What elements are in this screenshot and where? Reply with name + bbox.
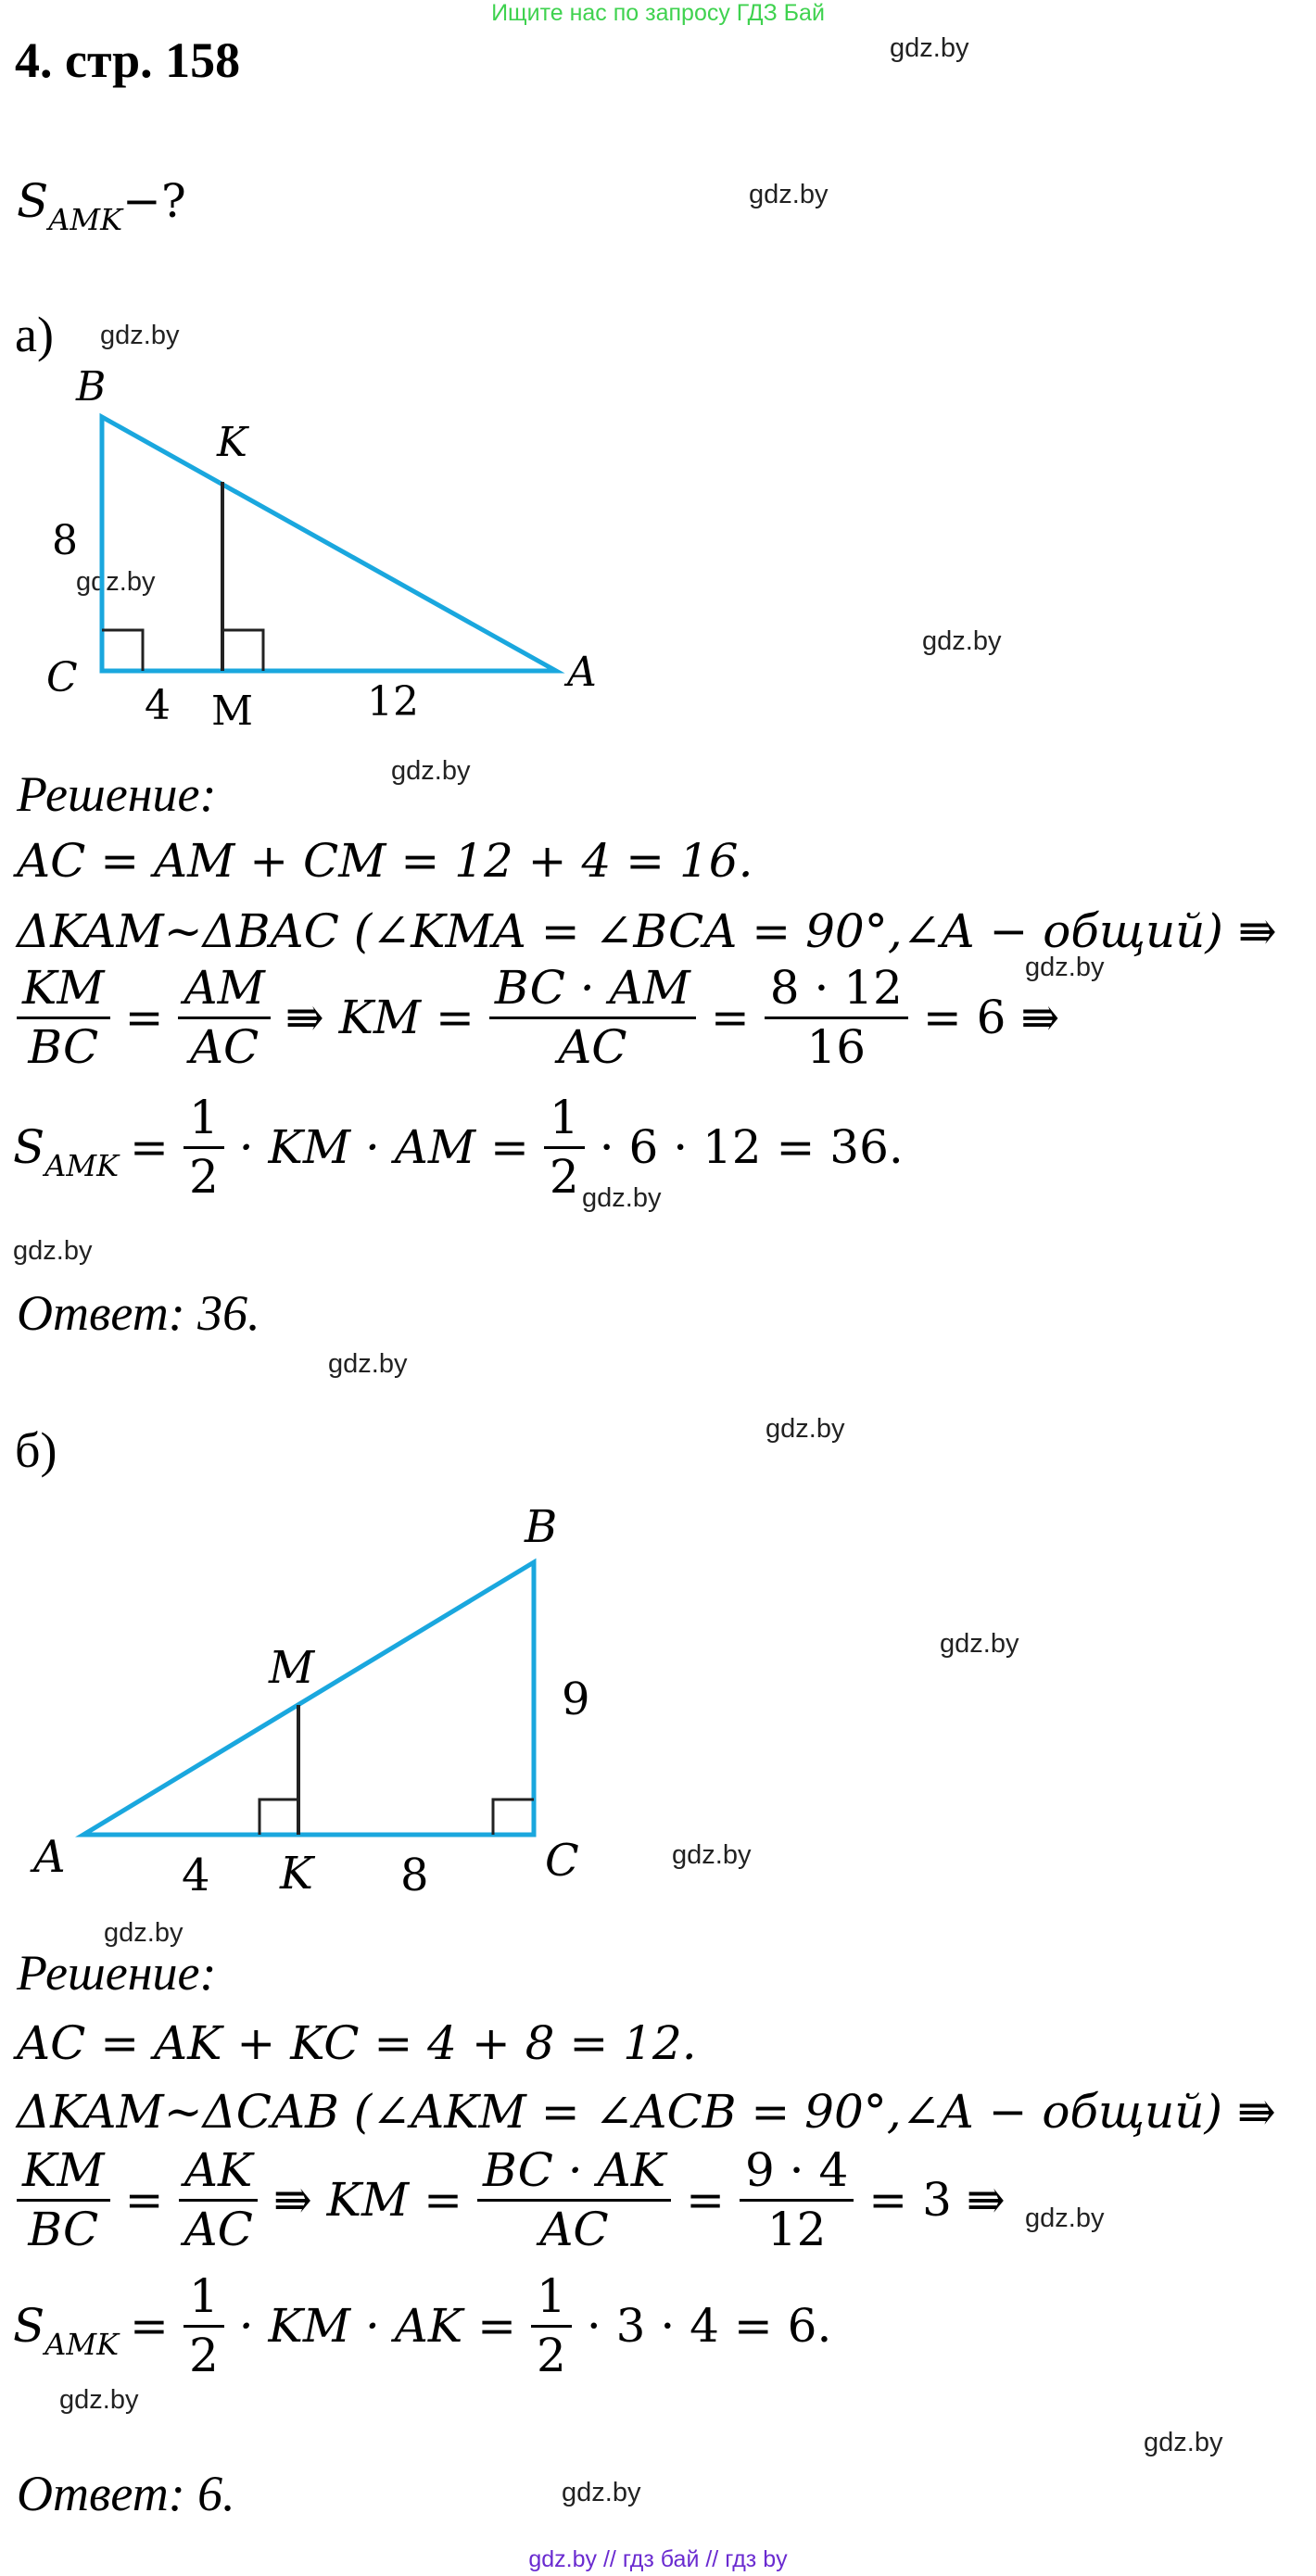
label-c: C — [46, 654, 78, 701]
answer-a: Ответ: 36. — [17, 1285, 260, 1341]
denominator: BC — [28, 2202, 99, 2256]
solution-a-line4 — [13, 1091, 904, 1204]
numerator: 9 · 4 — [740, 2146, 854, 2202]
right-angle-m — [222, 630, 263, 671]
equals: = — [130, 1120, 169, 1174]
denominator: BC — [28, 1019, 99, 1074]
denominator: AC — [183, 2202, 253, 2256]
length-ak: 4 — [182, 1850, 210, 1901]
question-sub: AMK — [48, 202, 123, 237]
fraction — [544, 1091, 585, 1204]
numerator: KM — [17, 964, 110, 1019]
area-sub: AMK — [44, 1148, 120, 1183]
watermark: gdz.by — [76, 567, 156, 597]
label-b: B — [525, 1501, 558, 1553]
solution-header-b: Решение: — [17, 1945, 217, 2001]
fraction — [178, 961, 270, 1074]
solution-b-line3 — [13, 2143, 1006, 2256]
numerator: 8 · 12 — [765, 964, 908, 1019]
solution-header-a: Решение: — [17, 766, 217, 822]
label-m: M — [211, 688, 254, 735]
label-k: K — [280, 1848, 313, 1900]
watermark: gdz.by — [1144, 2428, 1223, 2457]
right-angle-c — [102, 630, 143, 671]
denominator: 16 — [806, 1019, 867, 1074]
numerator: 1 — [531, 2272, 572, 2328]
area-symbol — [13, 2299, 120, 2362]
answer-b: Ответ: 6. — [17, 2466, 235, 2521]
question — [17, 174, 186, 237]
equals: = — [130, 2299, 169, 2353]
watermark: gdz.by — [749, 180, 829, 209]
numerator: 1 — [544, 1093, 585, 1149]
equals: = — [710, 991, 750, 1044]
product: · KM · AK = — [238, 2299, 517, 2353]
numerator: 1 — [183, 1093, 224, 1149]
result: = 3 ⇛ — [868, 2173, 1006, 2227]
question-rest: −? — [122, 174, 186, 228]
watermark: gdz.by — [890, 33, 969, 63]
fraction — [183, 1091, 224, 1204]
top-banner: Ищите нас по запросу ГДЗ Бай — [491, 0, 825, 26]
fraction — [17, 961, 110, 1074]
solution-a-line3 — [13, 961, 1060, 1074]
denominator: 2 — [549, 1149, 579, 1204]
watermark: gdz.by — [391, 756, 471, 786]
fraction — [17, 2143, 110, 2256]
watermark: gdz.by — [672, 1840, 752, 1870]
label-m: M — [269, 1642, 315, 1694]
part-a-label: а) — [15, 307, 54, 362]
watermark: gdz.by — [940, 1629, 1019, 1659]
bottom-banner[interactable]: gdz.by // гдз бай // гдз by — [528, 2546, 788, 2572]
right-angle-c — [493, 1799, 534, 1835]
denominator: 2 — [188, 2328, 219, 2382]
equals: = — [124, 991, 164, 1044]
right-angle-k — [259, 1799, 298, 1835]
area-s: S — [13, 1120, 45, 1174]
label-a: A — [33, 1831, 66, 1883]
solution-b-line2: ΔKAM~ΔCAB (∠AKM = ∠ACB = 90°,∠A − общий) ⇛ — [17, 2085, 1276, 2139]
solution-a-line2: ΔKAM~ΔBAC (∠KMA = ∠BCA = 90°,∠A − общий) ⇛ — [17, 904, 1277, 958]
denominator: 12 — [766, 2202, 827, 2256]
fraction — [489, 961, 696, 1074]
result: = 6 ⇛ — [922, 991, 1060, 1044]
result: · 6 · 12 = 36. — [599, 1120, 904, 1174]
product: · KM · AM = — [238, 1120, 529, 1174]
watermark: gdz.by — [1025, 2203, 1105, 2233]
question-s: S — [17, 174, 49, 228]
watermark: gdz.by — [100, 321, 180, 350]
denominator: AC — [558, 1019, 627, 1074]
figure-a — [0, 352, 649, 741]
denominator: 2 — [537, 2328, 566, 2382]
numerator: BC · AM — [489, 964, 696, 1019]
watermark: gdz.by — [922, 626, 1002, 656]
numerator: AK — [179, 2146, 258, 2202]
implies-km: ⇛ KM = — [285, 991, 475, 1044]
figure-b — [0, 1492, 667, 1918]
solution-b-line4 — [13, 2269, 832, 2382]
numerator: KM — [17, 2146, 110, 2202]
length-bc: 9 — [562, 1673, 590, 1725]
implies-km: ⇛ KM = — [272, 2173, 462, 2227]
equals: = — [124, 2173, 164, 2227]
numerator: AM — [178, 964, 270, 1019]
length-kc: 8 — [400, 1850, 429, 1901]
denominator: 2 — [188, 1149, 219, 1204]
label-c: C — [545, 1835, 579, 1887]
label-a: A — [567, 649, 597, 696]
watermark: gdz.by — [328, 1349, 408, 1379]
page-title: 4. стр. 158 — [15, 32, 241, 88]
watermark: gdz.by — [13, 1236, 93, 1266]
fraction — [531, 2269, 572, 2382]
denominator: AC — [189, 1019, 259, 1074]
equals: = — [686, 2173, 725, 2227]
watermark: gdz.by — [766, 1414, 845, 1444]
triangle-abc — [102, 417, 556, 671]
watermark: gdz.by — [582, 1183, 662, 1213]
watermark: gdz.by — [104, 1918, 183, 1948]
area-s: S — [13, 2299, 45, 2353]
length-bc: 8 — [52, 517, 78, 564]
length-ma: 12 — [367, 678, 419, 726]
length-cm: 4 — [145, 682, 171, 729]
result: · 3 · 4 = 6. — [586, 2299, 832, 2353]
fraction — [178, 2143, 258, 2256]
numerator: BC · AK — [477, 2146, 671, 2202]
watermark: gdz.by — [59, 2385, 139, 2415]
area-sub: AMK — [44, 2327, 120, 2362]
solution-b-line1: AC = AK + KC = 4 + 8 = 12. — [17, 2016, 697, 2070]
fraction — [183, 2269, 224, 2382]
fraction — [740, 2143, 854, 2256]
part-b-label: б) — [15, 1422, 57, 1478]
watermark: gdz.by — [1025, 953, 1105, 982]
watermark: gdz.by — [562, 2478, 641, 2507]
label-b: B — [76, 363, 107, 410]
label-k: K — [217, 419, 247, 466]
denominator: AC — [539, 2202, 609, 2256]
numerator: 1 — [183, 2272, 224, 2328]
area-symbol — [13, 1120, 120, 1183]
solution-a-line1: AC = AM + CM = 12 + 4 = 16. — [17, 834, 753, 888]
fraction — [477, 2143, 671, 2256]
triangle-abc — [83, 1562, 534, 1835]
fraction — [765, 961, 908, 1074]
